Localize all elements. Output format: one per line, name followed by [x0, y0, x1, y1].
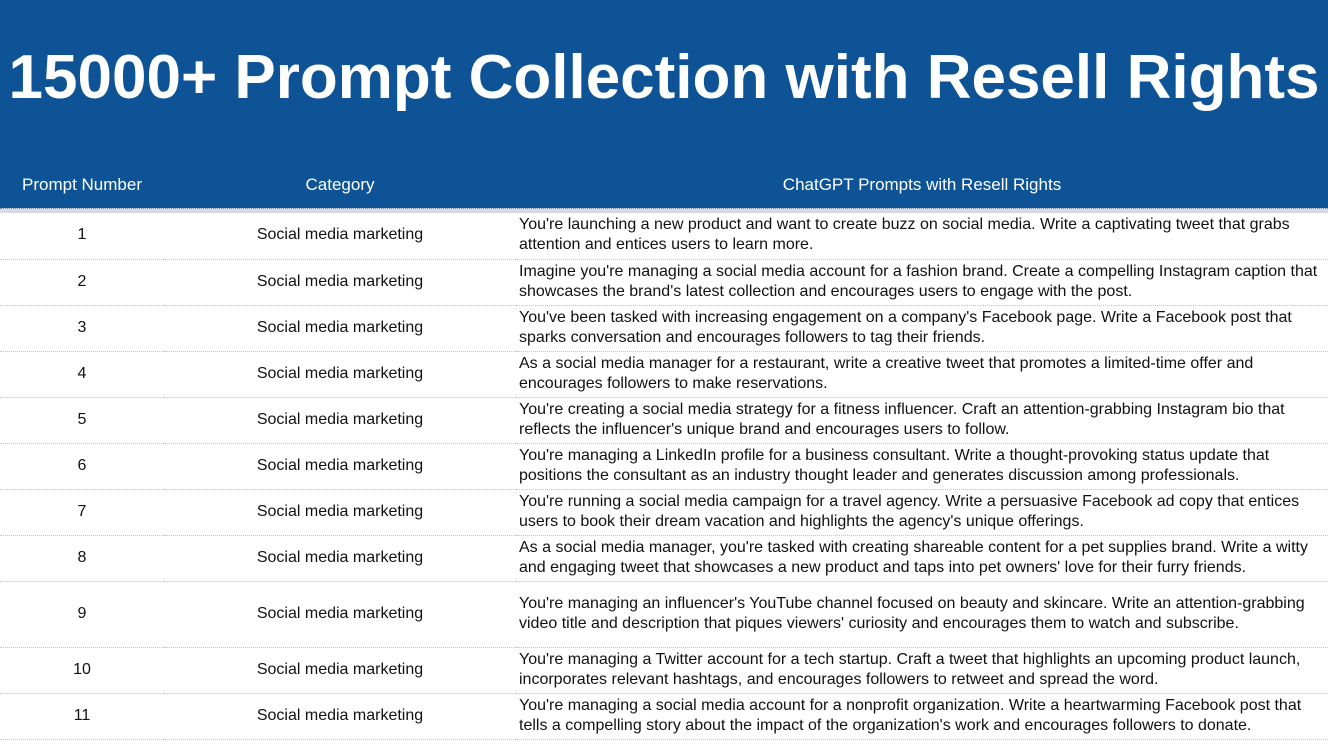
table-row [0, 305, 1328, 351]
prompt-category: Social media marketing [164, 535, 516, 581]
prompt-text: Imagine you're managing a social media account for a fashion brand. Create a compelling Instagram caption that showcases the brand's latest collection and encourages users to engage with the post. [516, 259, 1328, 305]
prompt-category: Social media marketing [164, 259, 516, 305]
table-row [0, 213, 1328, 259]
table-row [0, 443, 1328, 489]
column-header-prompts: ChatGPT Prompts with Resell Rights [782, 175, 1062, 194]
prompt-text: You've been tasked with increasing engagement on a company's Facebook page. Write a Facebook post that sparks conversation and encourages followers to tag their friends. [516, 305, 1328, 351]
prompt-category: Social media marketing [164, 693, 516, 739]
prompt-text: As a social media manager for a restaurant, write a creative tweet that promotes a limited-time offer and encourages followers to make reservations. [516, 351, 1328, 397]
prompt-text: You're managing an influencer's YouTube channel focused on beauty and skincare. Write an attention-grabbing video title and description that piques viewers' curiosity and encourages them to watch and subscribe. [516, 581, 1328, 647]
prompt-number: 3 [0, 305, 164, 351]
prompt-number: 10 [0, 647, 164, 693]
column-header-category: Category [305, 175, 375, 194]
table-row [0, 397, 1328, 443]
prompt-text: You're creating a social media strategy for a fitness influencer. Craft an attention-grabbing Instagram bio that reflects the influencer's unique brand and encourages users to follow. [516, 397, 1328, 443]
prompt-text: You're managing a social media account for a nonprofit organization. Write a heartwarming Facebook post that tells a compelling story about the impact of the organization's work and encourages followers to donate. [516, 693, 1328, 739]
prompt-number: 11 [0, 693, 164, 739]
prompt-text: As a social media manager, you're tasked with creating shareable content for a pet supplies brand. Write a witty and engaging tweet that showcases a new product and taps into pet owners' love for their furry friends. [516, 535, 1328, 581]
prompt-category: Social media marketing [164, 581, 516, 647]
prompt-category: Social media marketing [164, 351, 516, 397]
prompt-number: 7 [0, 489, 164, 535]
prompt-text: You're launching a new product and want to create buzz on social media. Write a captivating tweet that grabs attention and entices users to learn more. [516, 213, 1328, 259]
prompt-category: Social media marketing [164, 397, 516, 443]
prompt-category: Social media marketing [164, 489, 516, 535]
table-row [0, 351, 1328, 397]
page-header [0, 0, 1328, 208]
table-row [0, 647, 1328, 693]
prompt-number: 1 [0, 213, 164, 259]
table-row [0, 489, 1328, 535]
prompt-number: 2 [0, 259, 164, 305]
table-row [0, 693, 1328, 739]
prompt-number: 8 [0, 535, 164, 581]
prompt-category: Social media marketing [164, 213, 516, 259]
prompt-category: Social media marketing [164, 443, 516, 489]
table-row [0, 581, 1328, 647]
prompt-category: Social media marketing [164, 305, 516, 351]
prompt-category: Social media marketing [164, 647, 516, 693]
column-header-prompt-number: Prompt Number [22, 175, 142, 194]
prompt-number: 9 [0, 581, 164, 647]
prompt-number: 6 [0, 443, 164, 489]
page-title: 15000+ Prompt Collection with Resell Rights [8, 43, 1320, 112]
prompt-text: You're running a social media campaign for a travel agency. Write a persuasive Facebook ad copy that entices users to book their dream vacation and highlights the agency's unique offerings. [516, 489, 1328, 535]
table-row [0, 259, 1328, 305]
prompt-number: 5 [0, 397, 164, 443]
table-row [0, 535, 1328, 581]
prompt-text: You're managing a Twitter account for a tech startup. Craft a tweet that highlights an upcoming product launch, incorporates relevant hashtags, and encourages followers to retweet and spread the word. [516, 647, 1328, 693]
prompt-text: You're managing a LinkedIn profile for a business consultant. Write a thought-provoking status update that positions the consultant as an industry thought leader and generates discussion among professionals. [516, 443, 1328, 489]
prompts-table [0, 213, 1328, 740]
prompt-number: 4 [0, 351, 164, 397]
